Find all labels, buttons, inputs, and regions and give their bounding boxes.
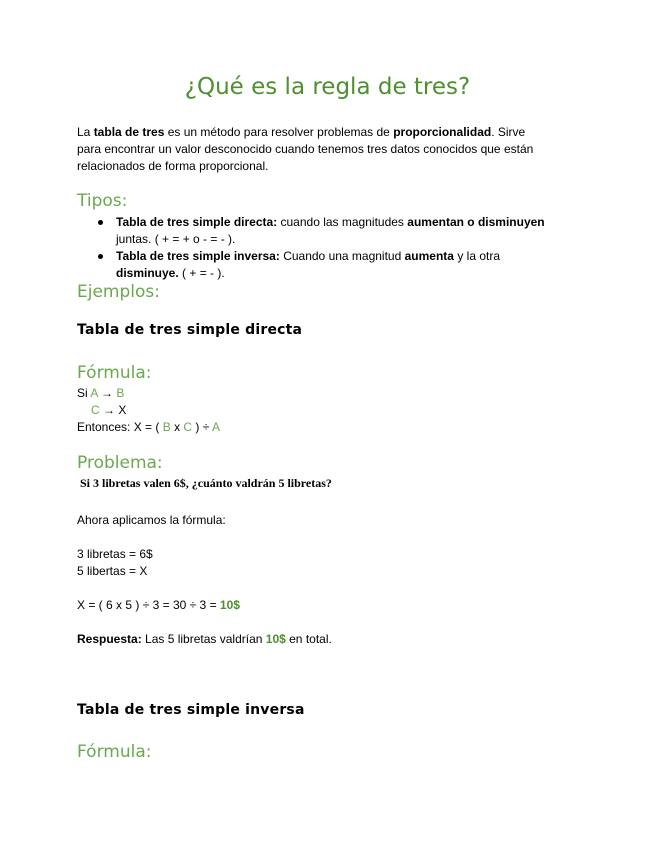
intro-line-2: para encontrar un valor desconocido cuando tenemos tres datos conocidos que están [77, 142, 534, 156]
intro-line-1: La tabla de tres es un método para resolver problemas de proporcionalidad. Sirve [77, 125, 526, 139]
calculation-line: X = ( 6 x 5 ) ÷ 3 = 30 ÷ 3 = 10$ [77, 598, 240, 612]
inversa-heading: Tabla de tres simple inversa [77, 702, 305, 718]
problema-text: Si 3 libretas valen 6$, ¿cuánto valdrán 5 libretas? [80, 476, 332, 490]
problema-heading: Problema: [77, 453, 163, 473]
formula-heading-directa: Fórmula: [77, 363, 152, 383]
datos-block [77, 546, 153, 580]
tipos-list [77, 214, 597, 282]
dato-line-2: 5 libertas = X [77, 564, 148, 578]
formula-line-1: Si A → B [77, 386, 125, 400]
tipos-heading: Tipos: [77, 191, 128, 211]
page-title: ¿Qué es la regla de tres? [184, 74, 471, 100]
intro-paragraph [77, 124, 577, 175]
calc-result: 10$ [219, 598, 240, 612]
formula-line-2: C → X [91, 403, 127, 417]
aplicamos-text: Ahora aplicamos la fórmula: [77, 513, 226, 527]
formula-heading-inversa: Fórmula: [77, 742, 152, 762]
formula-block-directa [77, 385, 377, 436]
intro-line-3: relacionados de forma proporcional. [77, 159, 269, 173]
ejemplos-heading: Ejemplos: [77, 282, 160, 302]
list-item: Tabla de tres simple directa: cuando las magnitudes aumentan o disminuyen juntas. ( + = + o - = - ). [77, 214, 597, 248]
respuesta-value: 10$ [265, 632, 286, 646]
respuesta-line: Respuesta: Las 5 libretas valdrían 10$ en total. [77, 632, 332, 646]
formula-line-3: Entonces: X = ( B x C ) ÷ A [77, 420, 221, 434]
list-item: Tabla de tres simple inversa: Cuando una magnitud aumenta y la otra disminuye. ( + = - ). [77, 248, 597, 282]
directa-heading: Tabla de tres simple directa [77, 322, 303, 338]
dato-line-1: 3 libretas = 6$ [77, 547, 153, 561]
